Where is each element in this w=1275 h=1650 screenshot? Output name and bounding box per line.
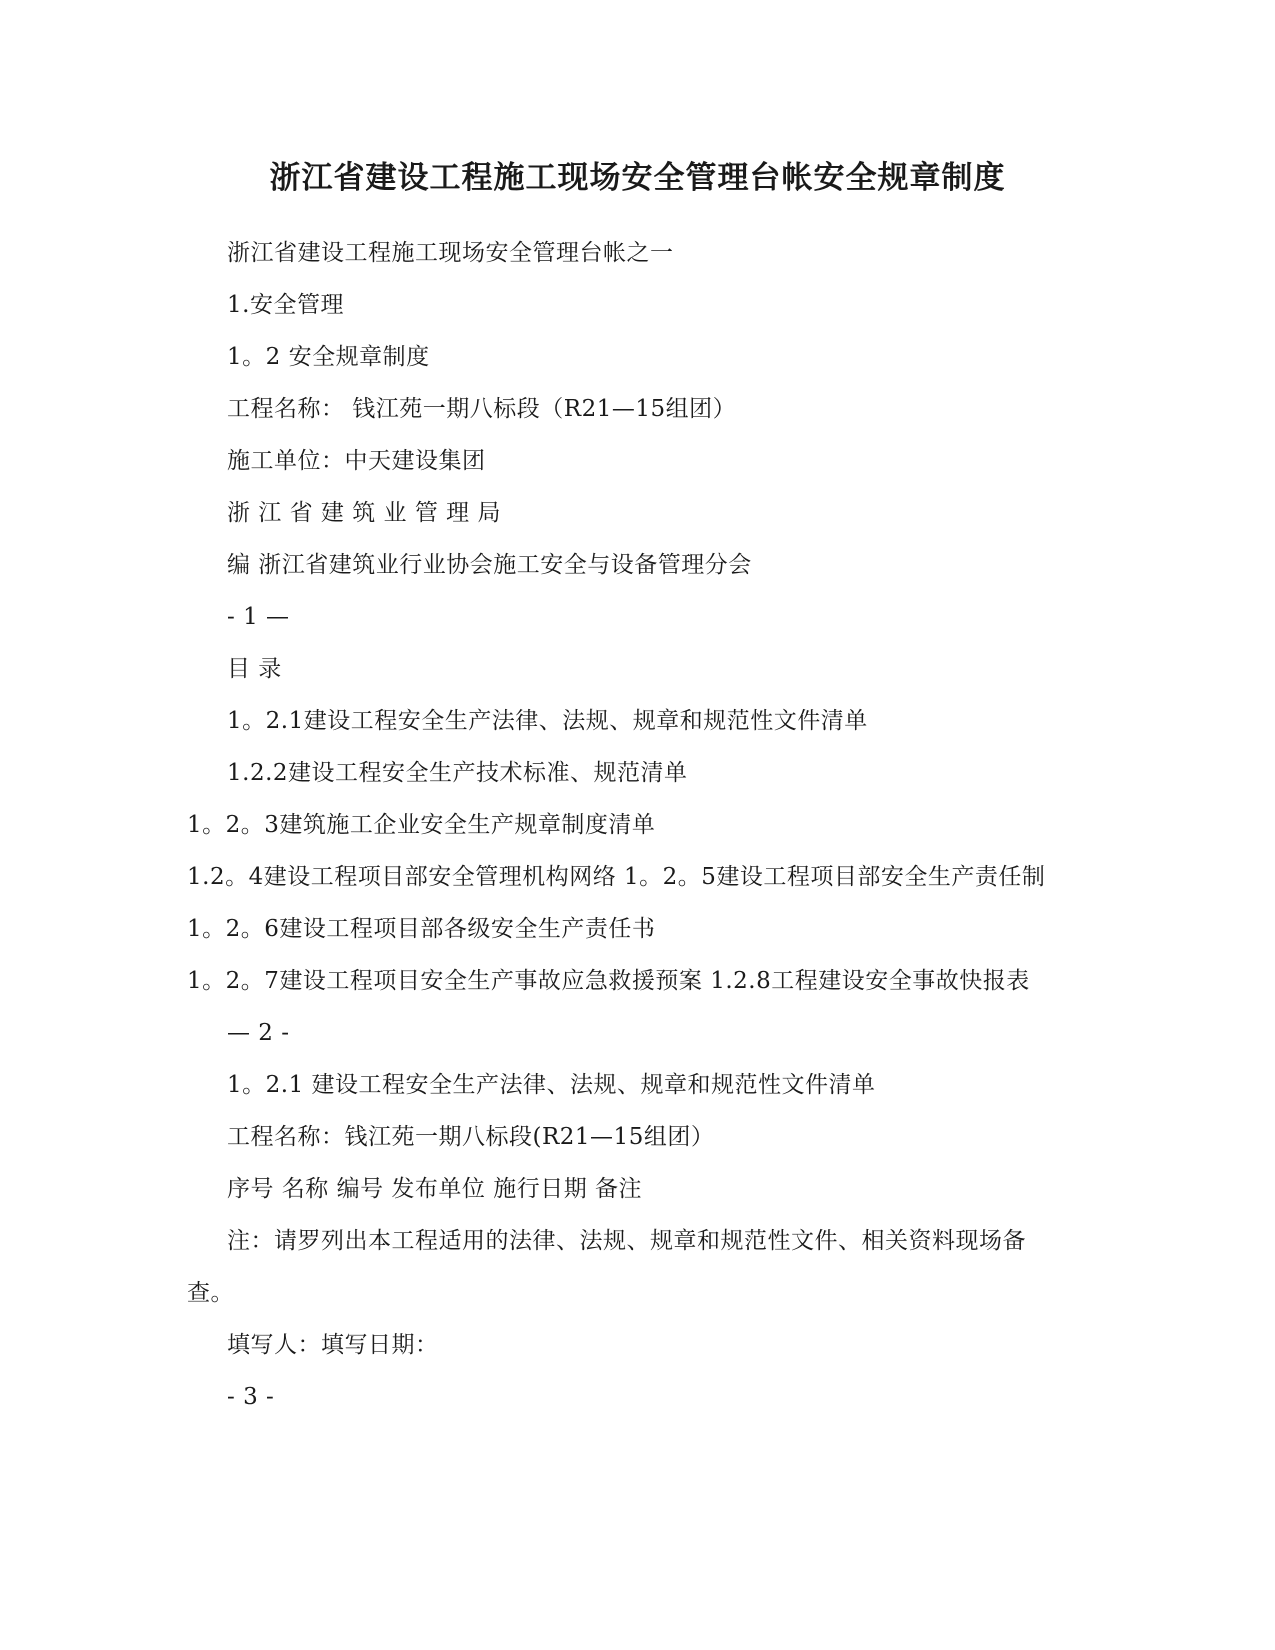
- project-name-line: 工程名称：钱江苑一期八标段(R21—15组团）: [227, 1124, 715, 1150]
- issuer-line: 浙 江 省 建 筑 业 管 理 局: [227, 500, 501, 526]
- document-title: 浙江省建设工程施工现场安全管理台帐安全规章制度: [269, 160, 1006, 196]
- table-columns: 序号 名称 编号 发布单位 施行日期 备注: [227, 1176, 643, 1202]
- toc-item: 1。2.1建设工程安全生产法律、法规、规章和规范性文件清单: [227, 708, 868, 734]
- page-number-1: - 1 —: [227, 604, 290, 630]
- page-number-2: — 2 -: [227, 1020, 290, 1046]
- section-heading: 1.安全管理: [227, 292, 344, 318]
- editor-line: 编 浙江省建筑业行业协会施工安全与设备管理分会: [227, 552, 752, 578]
- toc-item: 1。2。3建筑施工企业安全生产规章制度清单: [187, 812, 656, 838]
- subtitle-line: 浙江省建设工程施工现场安全管理台帐之一: [227, 240, 674, 266]
- toc-item: 1。2。6建设工程项目部各级安全生产责任书: [187, 916, 656, 942]
- subsection-heading: 1。2 安全规章制度: [227, 344, 430, 370]
- project-name-line: 工程名称： 钱江苑一期八标段（R21—15组团）: [227, 396, 737, 422]
- note-line: 注：请罗列出本工程适用的法律、法规、规章和规范性文件、相关资料现场备: [227, 1228, 1026, 1254]
- toc-item: 1。2。7建设工程项目安全生产事故应急救援预案 1.2.8工程建设安全事故快报表: [187, 968, 1030, 994]
- filler-line: 填写人：填写日期：: [227, 1332, 439, 1358]
- table-heading: 1。2.1 建设工程安全生产法律、法规、规章和规范性文件清单: [227, 1072, 876, 1098]
- toc-item: 1.2。4建设工程项目部安全管理机构网络 1。2。5建设工程项目部安全生产责任制: [187, 864, 1046, 890]
- page-number-3: - 3 -: [227, 1384, 275, 1410]
- toc-item: 1.2.2建设工程安全生产技术标准、规范清单: [227, 760, 688, 786]
- contractor-line: 施工单位：中天建设集团: [227, 448, 486, 474]
- toc-heading: 目 录: [227, 656, 282, 682]
- note-line-continuation: 查。: [187, 1280, 234, 1306]
